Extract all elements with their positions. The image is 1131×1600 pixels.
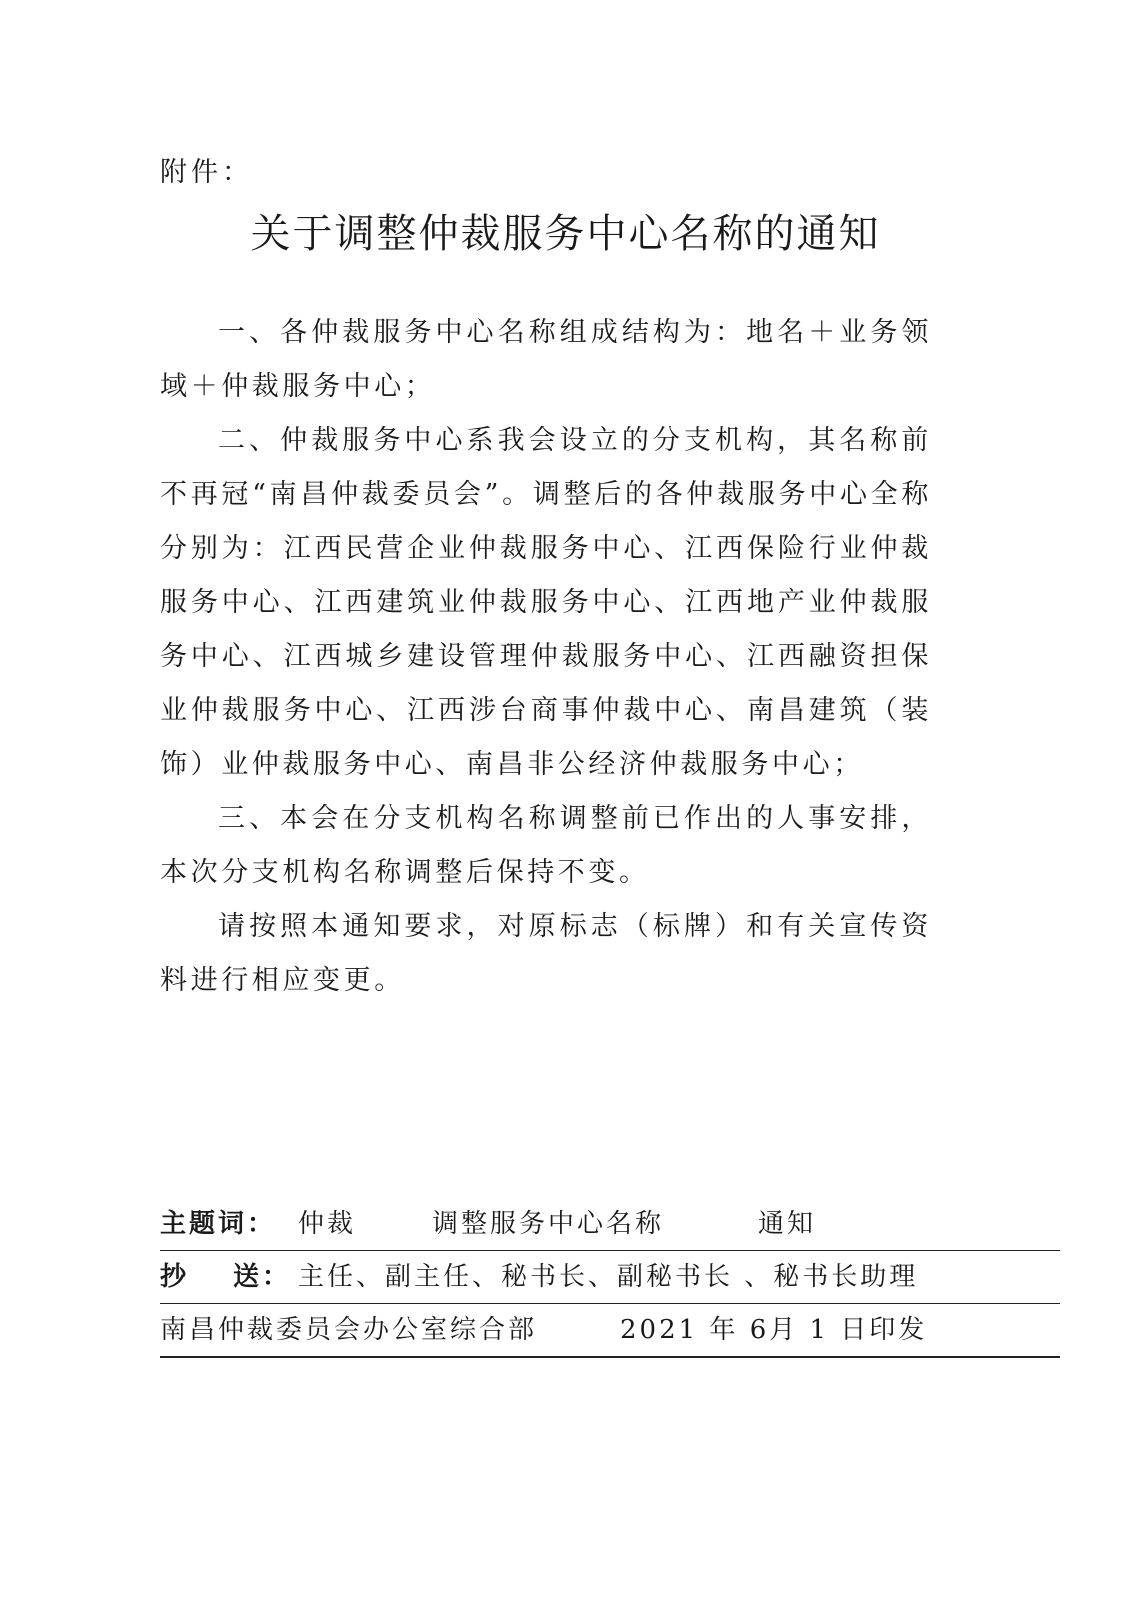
notice-title: 关于调整仲裁服务中心名称的通知 [250, 211, 881, 257]
cc-row [160, 1251, 1060, 1304]
keyword-2: 调整服务中心名称 [432, 1209, 665, 1239]
paragraph-2: 二、仲裁服务中心系我会设立的分支机构，其名称前不再冠“南昌仲裁委员会”。调整后的各仲裁服务中心全称分别为：江西民营企业仲裁服务中心、江西保险行业仲裁服务中心、江西建筑业仲裁服务中心、江西地产业仲裁服务中心、江西城乡建设管理仲裁服务中心、江西融资担保业仲裁服务中心、江西涉台商事仲裁中心、南昌建筑（装饰）业仲裁服务中心、南昌非公经济仲裁服务中心； [160, 425, 932, 780]
keyword-1: 仲裁 [298, 1209, 357, 1239]
paragraph-3: 三、本会在分支机构名称调整前已作出的人事安排，本次分支机构名称调整后保持不变。 [160, 803, 932, 888]
paragraph-4: 请按照本通知要求，对原标志（标牌）和有关宣传资料进行相应变更。 [160, 911, 932, 996]
issue-date: 2021 年 6月 1 日印发 [620, 1315, 928, 1345]
cc-label [160, 1251, 291, 1303]
attachment-label: 附件： [160, 157, 253, 188]
issuer: 南昌仲裁委员会办公室综合部 [160, 1315, 538, 1345]
notice-body [160, 306, 932, 1008]
keywords-label: 主题词： [160, 1209, 277, 1239]
keyword-3: 通知 [758, 1209, 817, 1239]
cc-label-first: 抄 [160, 1262, 190, 1292]
cc-label-rest: 送： [233, 1262, 292, 1292]
cc-recipients: 主任、副主任、秘书长、副秘书长 、秘书长助理 [298, 1262, 919, 1292]
document-footer [160, 1198, 1060, 1358]
paragraph-1: 一、各仲裁服务中心名称组成结构为：地名＋业务领域＋仲裁服务中心； [160, 317, 932, 402]
issue-row [160, 1304, 1060, 1358]
keywords-row [160, 1198, 1060, 1251]
